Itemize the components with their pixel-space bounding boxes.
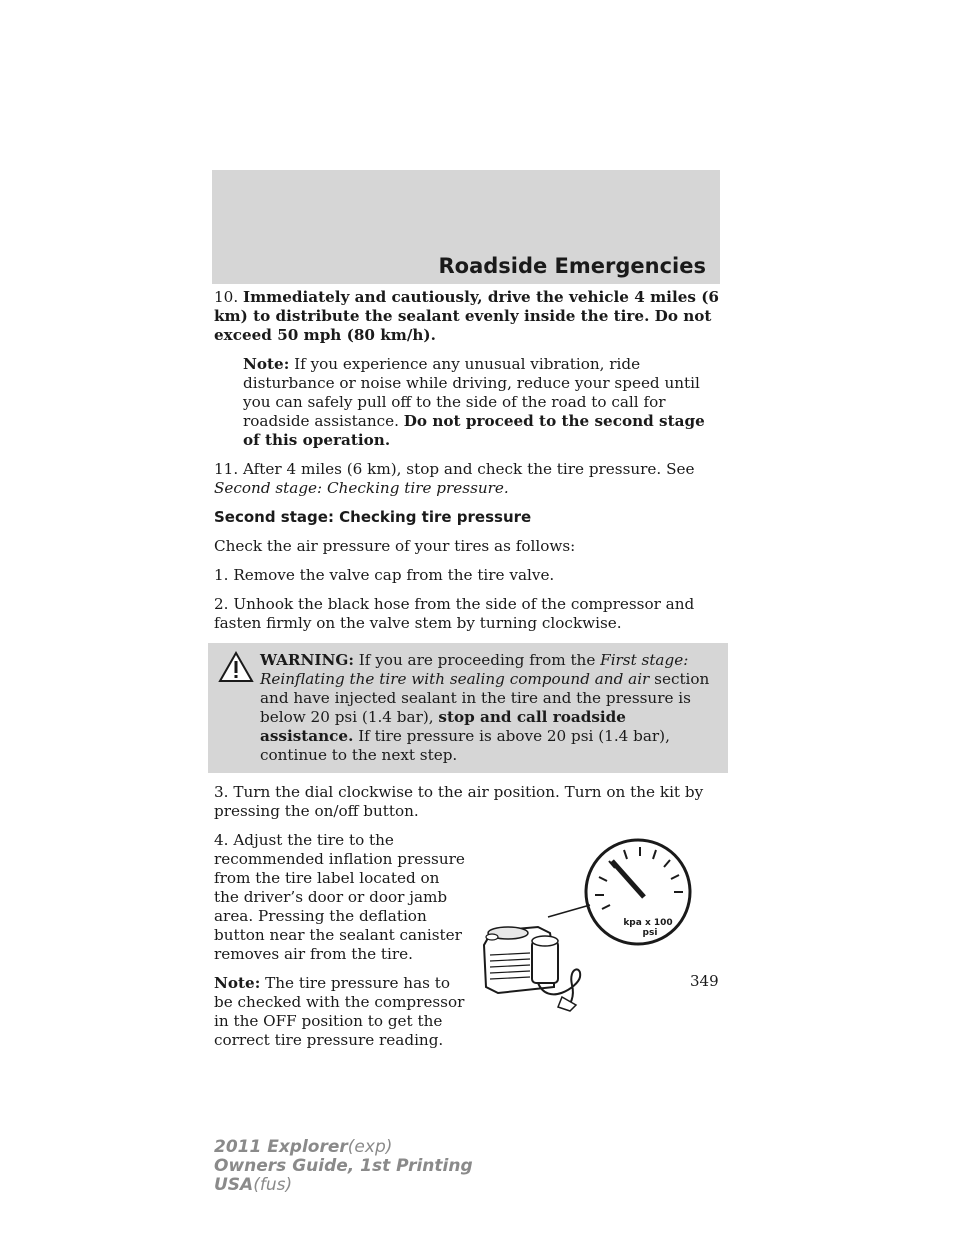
page-content [214, 288, 722, 1060]
warning-label: WARNING: [260, 651, 354, 669]
footer-market-code: (fus) [253, 1175, 293, 1195]
step-1: 1. Remove the valve cap from the tire valve. [214, 566, 555, 584]
note-text: If you experience any unusual vibration, ride disturbance or noise while driving, reduce your speed until you can safely pull off to the side of the road to call for roadside assistance. [243, 355, 700, 430]
step-4: 4. Adjust the tire to the recommended inflation pressure from the tire label located on the driver’s door or door jamb area. Pressing the deflation button near the sealant canister removes air from the tire. [214, 831, 465, 963]
note-label: Note: [243, 355, 290, 373]
note-gauge-text: The tire pressure has to be checked with the compressor in the OFF position to get the correct tire pressure reading. [214, 974, 465, 1049]
warning-bold-text: stop and call roadside assistance. [260, 708, 626, 745]
warning-triangle-icon [218, 651, 254, 683]
step-11-crossref: Second stage: Checking tire pressure. [214, 479, 509, 497]
gauge-label-kpa: kpa x 100 [623, 918, 673, 928]
page-number: 349 [690, 972, 719, 990]
footer-line-3 [214, 1176, 473, 1195]
gauge-label-psi: psi [642, 928, 658, 938]
section-header-band [212, 170, 720, 284]
footer-market: USA [214, 1175, 254, 1195]
warning-body [214, 651, 722, 765]
warning-text-a: If you are proceeding from the [358, 651, 596, 669]
note-gauge [214, 974, 469, 1050]
note-bold-text: Do not proceed to the second stage of this operation. [243, 412, 705, 449]
footer-line-1 [214, 1138, 473, 1157]
note-vibration [214, 355, 722, 450]
compressor-gauge-illustration [478, 837, 708, 1012]
warning-text-b: section and have injected sealant in the tire and the pressure is below 20 psi (1.4 bar), [260, 670, 710, 726]
step-11-text: 11. After 4 miles (6 km), stop and check the tire pressure. See [214, 460, 695, 478]
warning-crossref: First stage: Reinflating the tire with sealing compound and air [260, 651, 689, 688]
section-title: Roadside Emergencies [438, 254, 706, 278]
step-11 [214, 460, 722, 498]
warning-box [208, 643, 728, 773]
step-3: 3. Turn the dial clockwise to the air position. Turn on the kit by pressing the on/off button. [214, 783, 704, 820]
footer [214, 1138, 473, 1195]
warning-text-c: If tire pressure is above 20 psi (1.4 bar), continue to the next step. [260, 727, 670, 764]
section-heading: Second stage: Checking tire pressure [214, 508, 532, 526]
step-10-number: 10. [214, 288, 239, 306]
step-10-text: Immediately and cautiously, drive the vehicle 4 miles (6 km) to distribute the sealant evenly inside the tire. Do not exceed 50 mph (80 km/h). [214, 288, 719, 344]
step-4-block [214, 831, 722, 1050]
step-4-column [214, 831, 469, 1050]
note-gauge-label: Note: [214, 974, 261, 992]
footer-model-code: (exp) [347, 1137, 393, 1157]
step-10 [214, 288, 722, 345]
section-intro: Check the air pressure of your tires as follows: [214, 537, 576, 555]
step-2: 2. Unhook the black hose from the side of the compressor and fasten firmly on the valve stem by turning clockwise. [214, 595, 695, 632]
footer-line-2 [214, 1157, 473, 1176]
footer-printing: Owners Guide, 1st Printing [214, 1156, 473, 1176]
footer-model: 2011 Explorer [214, 1137, 348, 1157]
